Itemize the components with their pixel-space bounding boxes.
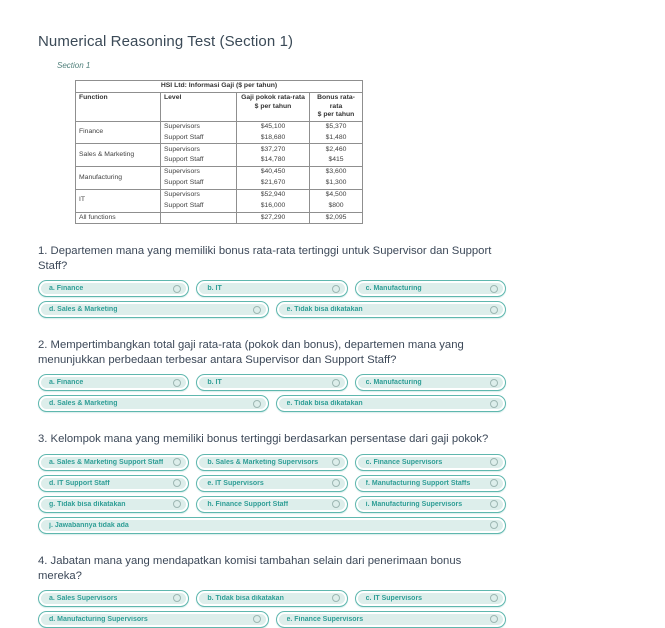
answer-option-label: d. IT Support Staff — [49, 479, 110, 487]
question-text: 4. Jabatan mana yang mendapatkan komisi tambahan selain dari penerimaan bonus mereka? — [38, 554, 462, 582]
radio-icon[interactable] — [490, 285, 498, 293]
radio-icon[interactable] — [490, 594, 498, 602]
level-cell: Supervisors — [161, 121, 237, 132]
options-grid — [38, 280, 506, 318]
answer-option[interactable] — [38, 280, 189, 297]
answer-option[interactable] — [355, 374, 506, 391]
answer-option-inner — [279, 304, 504, 315]
bonus-cell: $415 — [310, 155, 363, 166]
base-cell: $21,670 — [237, 178, 310, 189]
answer-option[interactable] — [38, 395, 269, 412]
function-cell: IT — [76, 189, 161, 212]
table-caption-row — [76, 81, 363, 93]
bonus-cell: $2,095 — [310, 212, 363, 224]
column-header: Level — [161, 92, 237, 121]
answer-option-label: c. Manufacturing — [365, 379, 422, 387]
options-row — [38, 475, 506, 492]
answer-option-label: c. Finance Supervisors — [365, 458, 443, 466]
options-row — [38, 496, 506, 513]
radio-icon[interactable] — [253, 400, 261, 408]
answer-option-label: a. Finance — [49, 379, 84, 387]
answer-option[interactable] — [196, 280, 347, 297]
question-text: 3. Kelompok mana yang memiliki bonus tertinggi berdasarkan persentase dari gaji pokok? — [38, 433, 489, 446]
answer-option-inner — [199, 499, 344, 510]
answer-option-inner — [41, 499, 186, 510]
answer-option[interactable] — [355, 280, 506, 297]
base-cell: $40,450 — [237, 167, 310, 178]
options-row — [38, 280, 506, 297]
answer-option-inner — [199, 377, 344, 388]
table-row — [76, 167, 363, 178]
table-row — [76, 121, 363, 132]
base-cell: $27,290 — [237, 212, 310, 224]
answer-option-label: j. Jawabannya tidak ada — [49, 521, 129, 529]
answer-option-label: a. Sales Supervisors — [49, 594, 118, 602]
answer-option[interactable] — [196, 475, 347, 492]
answer-option-inner — [358, 283, 503, 294]
radio-icon[interactable] — [173, 500, 181, 508]
answer-option-label: a. Sales & Marketing Support Staff — [49, 458, 164, 466]
options-row — [38, 301, 506, 318]
bonus-cell: $1,300 — [310, 178, 363, 189]
table-column-headers — [76, 92, 363, 121]
level-cell — [161, 212, 237, 224]
radio-icon[interactable] — [490, 500, 498, 508]
level-cell: Supervisors — [161, 144, 237, 155]
answer-option-label: d. Sales & Marketing — [49, 306, 118, 314]
answer-option[interactable] — [38, 475, 189, 492]
radio-icon[interactable] — [332, 594, 340, 602]
answer-option-label: h. Finance Support Staff — [207, 500, 289, 508]
level-cell: Supervisors — [161, 167, 237, 178]
answer-option-label: e. Tidak bisa dikatakan — [286, 400, 363, 408]
base-cell: $16,000 — [237, 201, 310, 212]
answer-option-label: b. Sales & Marketing Supervisors — [207, 458, 319, 466]
radio-icon[interactable] — [490, 479, 498, 487]
answer-option-inner — [199, 593, 344, 604]
answer-option-label: e. IT Supervisors — [207, 479, 264, 487]
answer-option[interactable] — [196, 590, 347, 607]
answer-option-label: c. IT Supervisors — [365, 594, 423, 602]
answer-option[interactable] — [38, 517, 506, 534]
base-cell: $37,270 — [237, 144, 310, 155]
answer-option-inner — [199, 457, 344, 468]
question-block — [38, 338, 508, 412]
answer-option[interactable] — [38, 496, 189, 513]
answer-option-label: b. IT — [207, 379, 222, 387]
answer-option-inner — [279, 398, 504, 409]
options-row — [38, 454, 506, 471]
table-row — [76, 212, 363, 224]
answer-option-inner — [41, 304, 266, 315]
column-header: Gaji pokok rata-rata $ per tahun — [237, 92, 310, 121]
radio-icon[interactable] — [173, 458, 181, 466]
radio-icon[interactable] — [332, 500, 340, 508]
table-row — [76, 189, 363, 200]
level-cell: Support Staff — [161, 178, 237, 189]
radio-icon[interactable] — [173, 285, 181, 293]
answer-option-label: a. Finance — [49, 285, 84, 293]
radio-icon[interactable] — [490, 306, 498, 314]
question-block — [38, 244, 508, 318]
question-text: 1. Departemen mana yang memiliki bonus rata-rata tertinggi untuk Supervisor dan Support Staff? — [38, 245, 492, 273]
answer-option-inner — [358, 593, 503, 604]
base-cell: $14,780 — [237, 155, 310, 166]
answer-option-inner — [41, 398, 266, 409]
question-text: 2. Mempertimbangkan total gaji rata-rata (pokok dan bonus), departemen mana yang menunjukkan perbedaan terbesar antara Supervisor dan Support Staff? — [38, 339, 464, 367]
section-label: Section 1 — [57, 61, 91, 70]
answer-option[interactable] — [276, 395, 507, 412]
column-header: Function — [76, 92, 161, 121]
radio-icon[interactable] — [490, 458, 498, 466]
function-cell: All functions — [76, 212, 161, 224]
answer-option[interactable] — [38, 374, 189, 391]
answer-option-inner — [358, 457, 503, 468]
bonus-cell: $2,460 — [310, 144, 363, 155]
level-cell: Supervisors — [161, 189, 237, 200]
base-cell: $45,100 — [237, 121, 310, 132]
column-header: Bonus rata-rata $ per tahun — [310, 92, 363, 121]
answer-option-inner — [41, 283, 186, 294]
answer-option-inner — [41, 614, 266, 625]
bonus-cell: $800 — [310, 201, 363, 212]
answer-option[interactable] — [38, 590, 189, 607]
radio-icon[interactable] — [173, 594, 181, 602]
table-caption: HSI Ltd: Informasi Gaji ($ per tahun) — [76, 81, 363, 93]
answer-option-inner — [41, 377, 186, 388]
options-row — [38, 517, 506, 534]
table-body — [76, 121, 363, 224]
answer-option-inner — [358, 377, 503, 388]
answer-option-inner — [199, 283, 344, 294]
radio-icon[interactable] — [490, 400, 498, 408]
level-cell: Support Staff — [161, 155, 237, 166]
table-row — [76, 144, 363, 155]
answer-option-label: d. Manufacturing Supervisors — [49, 615, 148, 623]
page-title: Numerical Reasoning Test (Section 1) — [38, 33, 294, 50]
answer-option[interactable] — [196, 496, 347, 513]
radio-icon[interactable] — [253, 306, 261, 314]
function-cell: Sales & Marketing — [76, 144, 161, 167]
answer-option-inner — [41, 593, 186, 604]
bonus-cell: $4,500 — [310, 189, 363, 200]
level-cell: Support Staff — [161, 201, 237, 212]
options-row — [38, 374, 506, 391]
options-row — [38, 395, 506, 412]
radio-icon[interactable] — [332, 458, 340, 466]
options-grid — [38, 590, 506, 628]
bonus-cell: $3,600 — [310, 167, 363, 178]
answer-option[interactable] — [276, 611, 507, 628]
options-grid — [38, 374, 506, 412]
answer-option-label: b. Tidak bisa dikatakan — [207, 594, 284, 602]
answer-option-inner — [358, 499, 503, 510]
radio-icon[interactable] — [173, 479, 181, 487]
answer-option-inner — [41, 520, 503, 531]
answer-option[interactable] — [355, 496, 506, 513]
function-cell: Manufacturing — [76, 167, 161, 190]
answer-option[interactable] — [38, 611, 269, 628]
answer-option-label: g. Tidak bisa dikatakan — [49, 500, 126, 508]
options-row — [38, 611, 506, 628]
options-grid — [38, 454, 506, 534]
questions-list — [38, 244, 665, 627]
answer-option-inner — [41, 457, 186, 468]
answer-option-inner — [41, 478, 186, 489]
answer-option[interactable] — [196, 374, 347, 391]
radio-icon[interactable] — [332, 479, 340, 487]
question-block — [38, 554, 508, 628]
answer-option[interactable] — [355, 454, 506, 471]
salary-table — [75, 80, 363, 224]
answer-option-label: c. Manufacturing — [365, 285, 422, 293]
radio-icon[interactable] — [490, 615, 498, 623]
answer-option-label: i. Manufacturing Supervisors — [365, 500, 463, 508]
radio-icon[interactable] — [490, 379, 498, 387]
radio-icon[interactable] — [332, 285, 340, 293]
bonus-cell: $1,480 — [310, 133, 363, 144]
answer-option-label: b. IT — [207, 285, 222, 293]
radio-icon[interactable] — [490, 521, 498, 529]
radio-icon[interactable] — [173, 379, 181, 387]
question-block — [38, 432, 508, 533]
answer-option-label: f. Manufacturing Support Staffs — [365, 479, 471, 487]
answer-option-inner — [279, 614, 504, 625]
answer-option[interactable] — [276, 301, 507, 318]
function-cell: Finance — [76, 121, 161, 144]
base-cell: $52,940 — [237, 189, 310, 200]
bonus-cell: $5,370 — [310, 121, 363, 132]
answer-option-label: e. Tidak bisa dikatakan — [286, 306, 363, 314]
radio-icon[interactable] — [332, 379, 340, 387]
level-cell: Support Staff — [161, 133, 237, 144]
answer-option-label: d. Sales & Marketing — [49, 400, 118, 408]
answer-option[interactable] — [355, 475, 506, 492]
answer-option-label: e. Finance Supervisors — [286, 615, 364, 623]
answer-option-inner — [358, 478, 503, 489]
answer-option-inner — [199, 478, 344, 489]
answer-option[interactable] — [38, 454, 189, 471]
answer-option[interactable] — [196, 454, 347, 471]
options-row — [38, 590, 506, 607]
base-cell: $18,680 — [237, 133, 310, 144]
radio-icon[interactable] — [253, 615, 261, 623]
answer-option[interactable] — [355, 590, 506, 607]
answer-option[interactable] — [38, 301, 269, 318]
